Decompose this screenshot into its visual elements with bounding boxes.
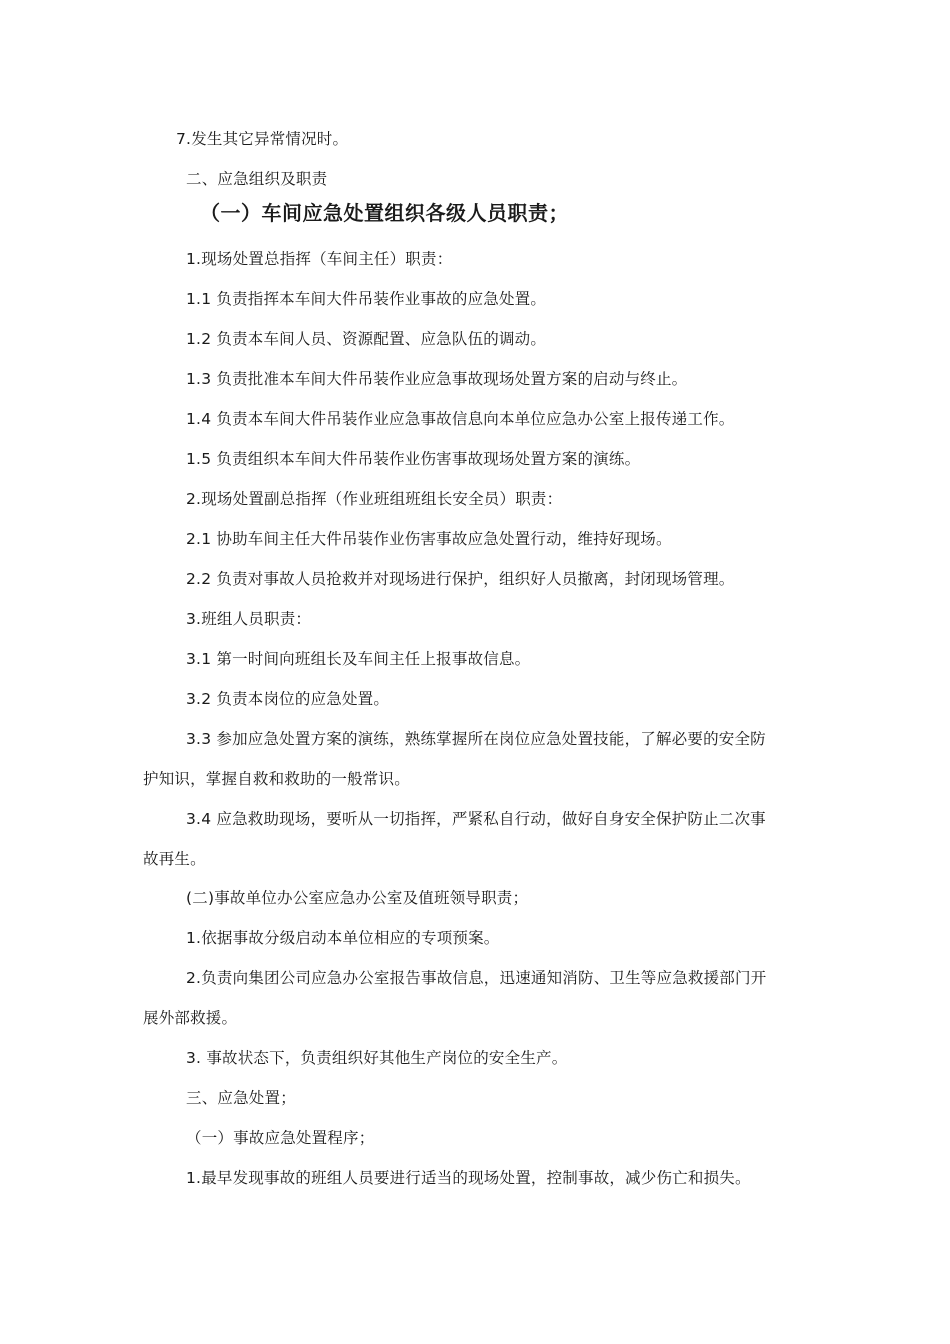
paragraph-line: 3.4 应急救助现场，要听从一切指挥，严紧私自行动，做好自身安全保护防止二次事 [186, 810, 766, 828]
section-heading: 三、应急处置； [186, 1089, 296, 1107]
paragraph-line: 3.3 参加应急处置方案的演练，熟练掌握所在岗位应急处置技能，了解必要的安全防 [186, 730, 766, 748]
paragraph-line: 1.1 负责指挥本车间大件吊装作业事故的应急处置。 [186, 290, 547, 308]
paragraph-line: 1.最早发现事故的班组人员要进行适当的现场处置，控制事故，减少伤亡和损失。 [186, 1169, 751, 1187]
paragraph-line: 1.依据事故分级启动本单位相应的专项预案。 [186, 929, 500, 947]
paragraph-line: 故再生。 [143, 850, 206, 868]
paragraph-line: 护知识，掌握自救和救助的一般常识。 [143, 770, 410, 788]
paragraph-line: 1.3 负责批准本车间大件吊装作业应急事故现场处置方案的启动与终止。 [186, 370, 688, 388]
subsection-heading: （一）车间应急处置组织各级人员职责； [200, 201, 569, 225]
paragraph-line: 3. 事故状态下，负责组织好其他生产岗位的安全生产。 [186, 1049, 568, 1067]
section-heading: 二、应急组织及职责 [186, 170, 328, 188]
paragraph-line: 展外部救援。 [143, 1009, 238, 1027]
paragraph-line: 2.2 负责对事故人员抢救并对现场进行保护，组织好人员撤离，封闭现场管理。 [186, 570, 735, 588]
paragraph-line: 3.班组人员职责： [186, 610, 312, 628]
subsection-heading: （一）事故应急处置程序； [186, 1129, 375, 1147]
paragraph-line: (二)事故单位办公室应急办公室及值班领导职责； [186, 889, 529, 907]
paragraph-line: 1.现场处置总指挥（车间主任）职责： [186, 250, 453, 268]
paragraph-line: 2.现场处置副总指挥（作业班组班组长安全员）职责： [186, 490, 563, 508]
paragraph-line: 3.1 第一时间向班组长及车间主任上报事故信息。 [186, 650, 531, 668]
paragraph-line: 7.发生其它异常情况时。 [176, 130, 349, 148]
paragraph-line: 3.2 负责本岗位的应急处置。 [186, 690, 390, 708]
paragraph-line: 1.2 负责本车间人员、资源配置、应急队伍的调动。 [186, 330, 547, 348]
paragraph-line: 1.4 负责本车间大件吊装作业应急事故信息向本单位应急办公室上报传递工作。 [186, 410, 735, 428]
paragraph-line: 2.负责向集团公司应急办公室报告事故信息，迅速通知消防、卫生等应急救援部门开 [186, 969, 767, 987]
paragraph-line: 2.1 协助车间主任大件吊装作业伤害事故应急处置行动，维持好现场。 [186, 530, 672, 548]
paragraph-line: 1.5 负责组织本车间大件吊装作业伤害事故现场处置方案的演练。 [186, 450, 641, 468]
